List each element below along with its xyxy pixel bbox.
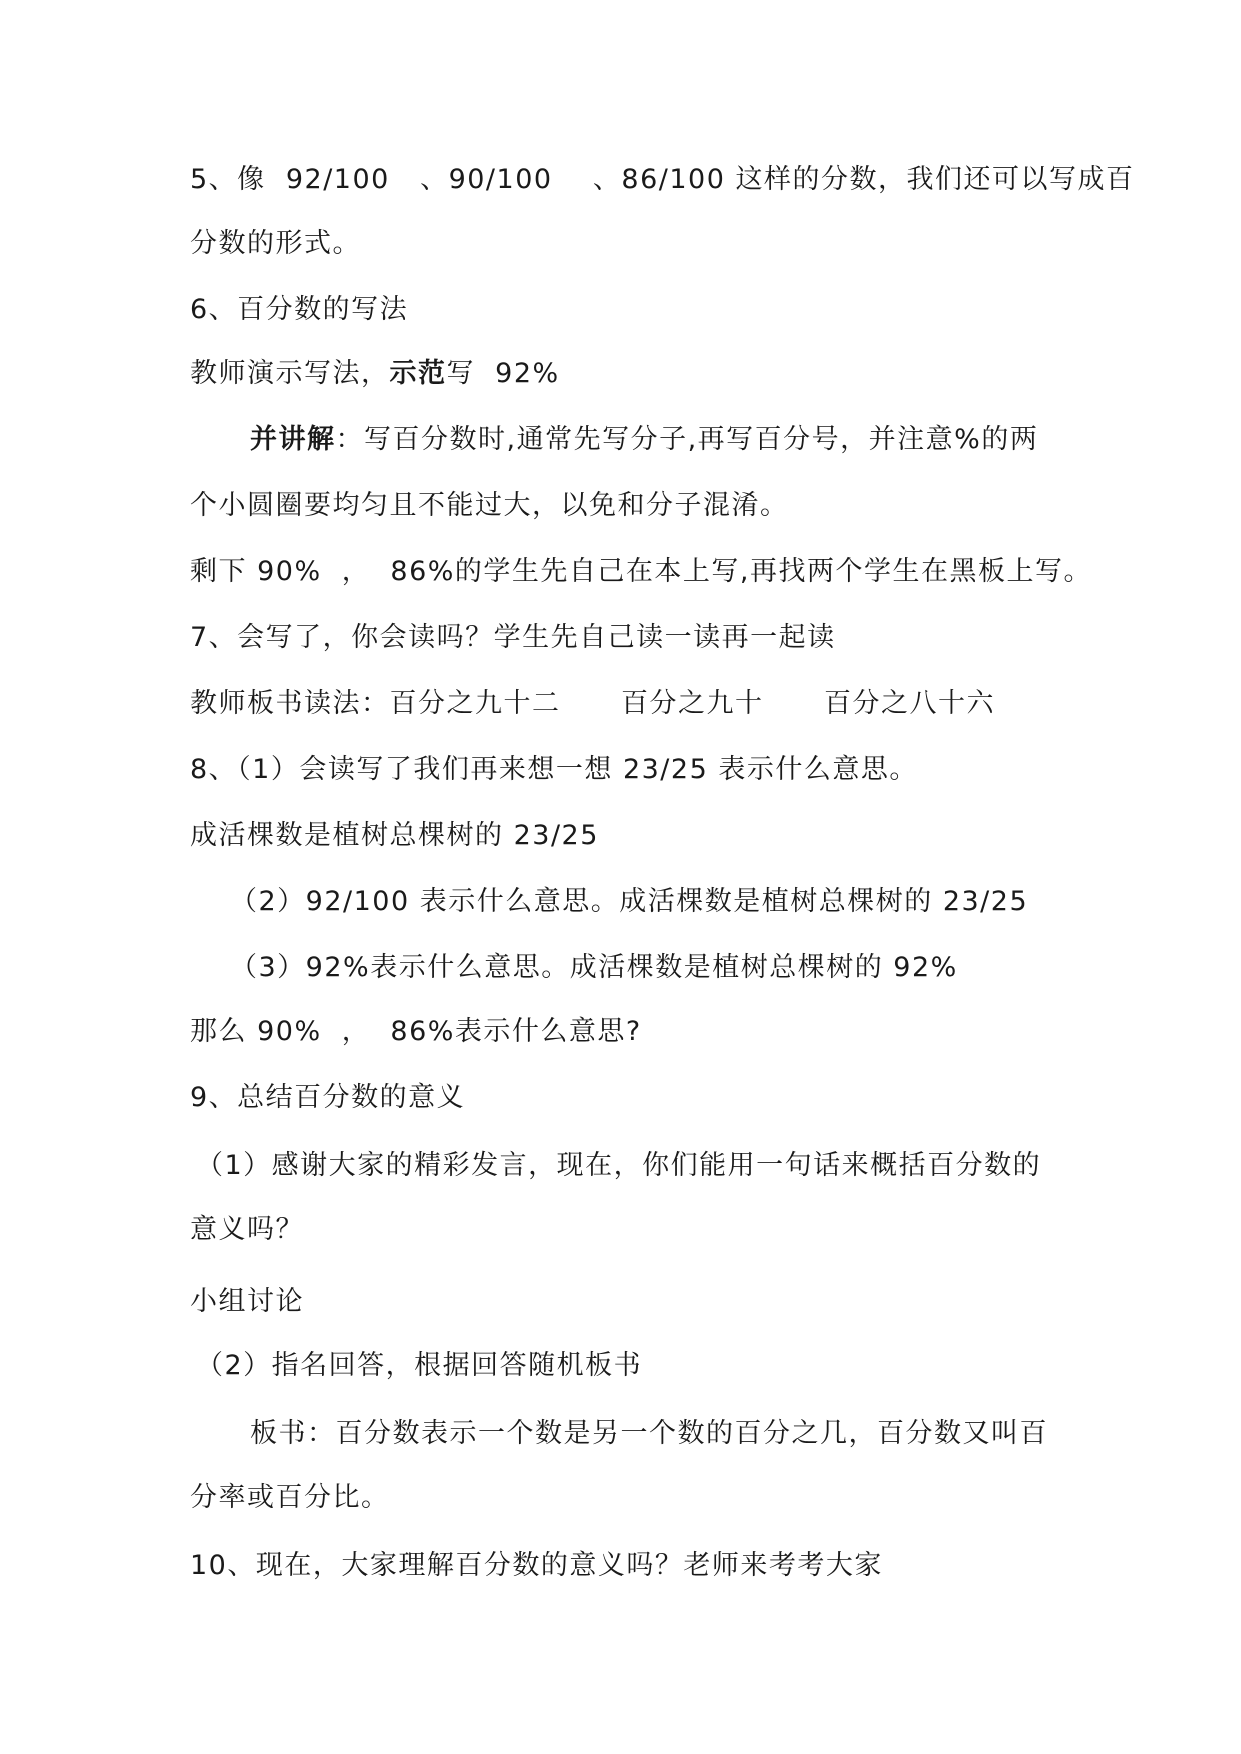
- paragraph-line: [190, 354, 1070, 394]
- line-text-post: ：写百分数时,通常先写分子,再写百分号，并注意%的两: [335, 424, 1039, 455]
- line-text: 8、（1）会读写了我们再来想一想 23/25 表示什么意思。: [190, 754, 918, 785]
- line-text: 意义吗？: [190, 1214, 304, 1245]
- paragraph-line: [190, 816, 1070, 856]
- paragraph-line: [196, 1146, 1076, 1186]
- line-text: 小组讨论: [190, 1286, 304, 1317]
- line-text-bold: 并讲解: [250, 424, 336, 455]
- line-text: （2）92/100 表示什么意思。成活棵数是植树总棵树的 23/25: [230, 886, 1029, 917]
- line-text: 教师板书读法：百分之九十二 百分之九十 百分之八十六: [190, 688, 995, 719]
- paragraph-line: [230, 948, 1110, 988]
- line-text: 9、总结百分数的意义: [190, 1082, 466, 1113]
- paragraph-line: [190, 160, 1135, 200]
- section-heading: [190, 618, 1070, 658]
- paragraph-line: [250, 420, 1130, 460]
- line-text: 那么 90% ， 86%表示什么意思?: [190, 1016, 642, 1047]
- line-text: 剩下 90% ， 86%的学生先自己在本上写,再找两个学生在黑板上写。: [190, 556, 1093, 587]
- section-heading: [190, 750, 1070, 790]
- paragraph-line: [190, 1478, 1070, 1518]
- line-text: 10、现在，大家理解百分数的意义吗？老师来考考大家: [190, 1550, 883, 1581]
- line-text: （1）感谢大家的精彩发言，现在，你们能用一句话来概括百分数的: [196, 1150, 1042, 1181]
- paragraph-line: [196, 1346, 1076, 1386]
- paragraph-line: [190, 1210, 1070, 1250]
- line-text: 6、百分数的写法: [190, 294, 409, 325]
- line-text: 板书：百分数表示一个数是另一个数的百分之几，百分数又叫百: [250, 1418, 1048, 1449]
- line-text: 分数的形式。: [190, 228, 361, 259]
- line-text: 7、会写了，你会读吗？学生先自己读一读再一起读: [190, 622, 836, 653]
- line-text-pre: 教师演示写法，: [190, 358, 390, 389]
- line-text-post: 写 92%: [446, 358, 560, 389]
- section-heading: [190, 1078, 1070, 1118]
- paragraph-line: [190, 486, 1070, 526]
- paragraph-line: [190, 1282, 1070, 1322]
- line-text: （3）92%表示什么意思。成活棵数是植树总棵树的 92%: [230, 952, 958, 983]
- line-text: （2）指名回答，根据回答随机板书: [196, 1350, 643, 1381]
- paragraph-line: [190, 224, 1070, 264]
- paragraph-line: [230, 882, 1110, 922]
- paragraph-line: [190, 1012, 1070, 1052]
- section-heading: [190, 290, 1070, 330]
- paragraph-line: [250, 1414, 1130, 1454]
- line-text: 成活棵数是植树总棵树的 23/25: [190, 820, 599, 851]
- section-heading: [190, 1546, 1070, 1586]
- paragraph-line: [190, 684, 1070, 724]
- paragraph-line: [190, 552, 1093, 592]
- line-text: 分率或百分比。: [190, 1482, 390, 1513]
- line-text: 5、像 92/100 、90/100 、86/100 这样的分数，我们还可以写成百: [190, 164, 1135, 195]
- line-text-bold: 示范: [389, 358, 447, 389]
- line-text: 个小圆圈要均匀且不能过大，以免和分子混淆。: [190, 490, 789, 521]
